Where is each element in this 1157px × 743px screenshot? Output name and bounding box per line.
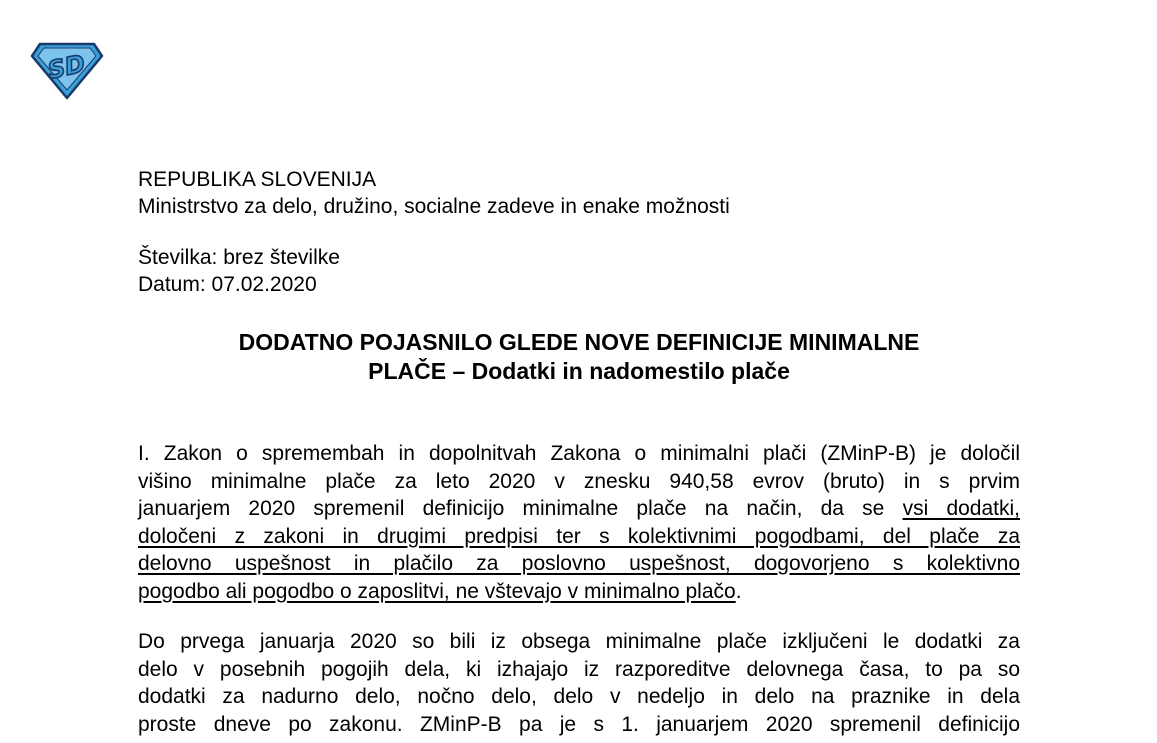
paragraph-1-line-1: I. Zakon o spremembah in dopolnitvah Zakona o minimalni plači (ZMinP-B) je določil xyxy=(138,442,1020,465)
paragraph-2 xyxy=(138,628,1020,738)
underlined-emphasis-start: vsi dodatki, xyxy=(902,497,1020,520)
logo-letters: SD xyxy=(45,49,88,85)
paragraph-2-line-3: dodatki za nadurno delo, nočno delo, delo v nedeljo in delo na praznike in dela xyxy=(138,685,1020,708)
title-line-2: PLAČE – Dodatki in nadomestilo plače xyxy=(368,358,790,384)
country-name: REPUBLIKA SLOVENIJA xyxy=(138,168,377,191)
paragraph-2-line-2: delo v posebnih pogojih dela, ki izhajajo iz razporeditve delovnega časa, to pa so xyxy=(138,657,1020,681)
issuer-block xyxy=(138,166,730,220)
paragraph-1-line-4: določeni z zakoni in drugimi predpisi ter s kolektivnimi pogodbami, del plače za xyxy=(138,524,1020,548)
paragraph-2-line-1: Do prvega januarja 2020 so bili iz obsega minimalne plače izključeni le dodatki za xyxy=(138,630,1020,653)
underlined-emphasis-end: pogodbo ali pogodbo o zaposlitvi, ne vštevajo v minimalno plačo xyxy=(138,579,736,603)
document-number: Številka: brez številke xyxy=(138,246,340,269)
logo-icon xyxy=(30,40,104,100)
paragraph-1 xyxy=(138,440,1020,605)
paragraph-1-line-2: višino minimalne plače za leto 2020 v znesku 940,58 evrov (bruto) in s prvim xyxy=(138,469,1020,493)
title-line-1: DODATNO POJASNILO GLEDE NOVE DEFINICIJE MINIMALNE xyxy=(238,329,920,355)
document-date: Datum: 07.02.2020 xyxy=(138,273,317,296)
paragraph-1-period: . xyxy=(735,579,742,603)
paragraph-1-line-3 xyxy=(138,495,1020,523)
document-title xyxy=(138,328,1020,386)
paragraph-2-line-4: proste dneve po zakonu. ZMinP-B pa je s 1. januarjem 2020 spremenil definicijo xyxy=(138,712,1020,736)
paragraph-1-line-3-text: januarjem 2020 spremenil definicijo minimalne plače na način, da se xyxy=(138,497,885,520)
paragraph-1-line-6 xyxy=(138,578,1020,606)
reference-block xyxy=(138,244,340,298)
ministry-name: Ministrstvo za delo, družino, socialne zadeve in enake možnosti xyxy=(138,195,730,218)
paragraph-1-line-5: delovno uspešnost in plačilo za poslovno uspešnost, dogovorjeno s kolektivno xyxy=(138,552,1020,575)
